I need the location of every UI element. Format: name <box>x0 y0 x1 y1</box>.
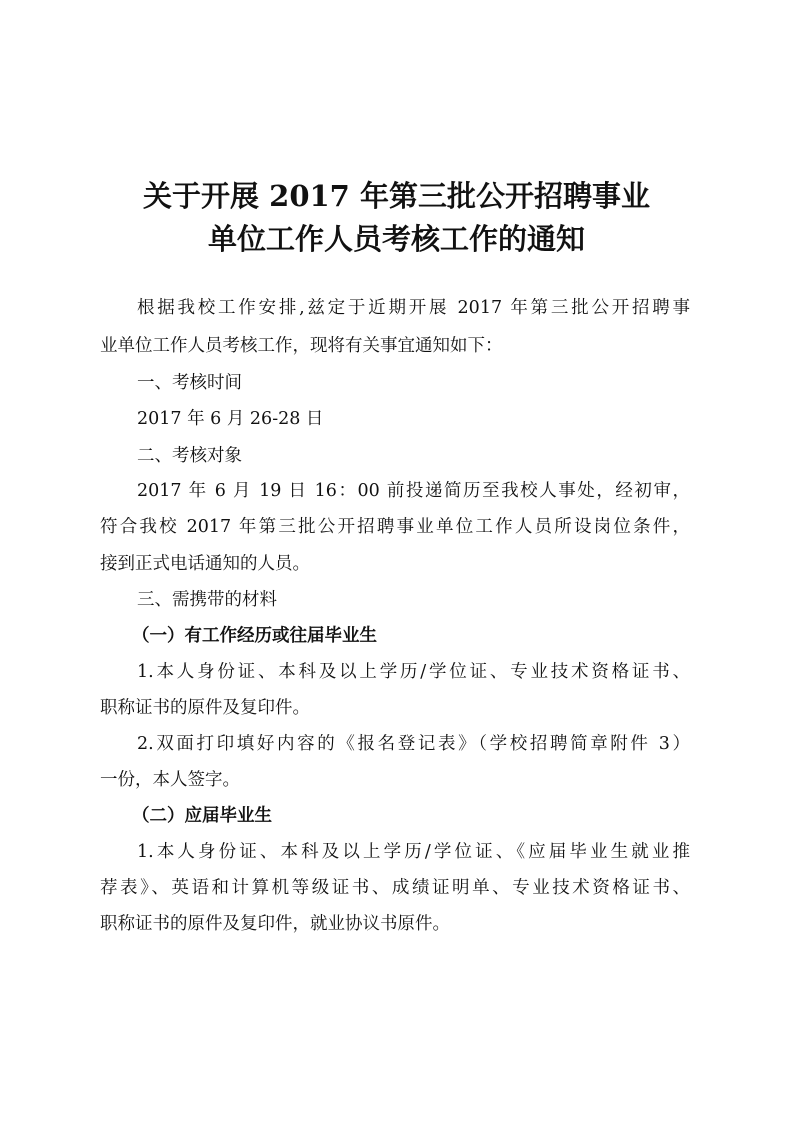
target-line-2: 符合我校 2017 年第三批公开招聘事业单位工作人员所设岗位条件， <box>100 517 690 537</box>
graduates-item-1-line-3: 职称证书的原件及复印件，就业协议书原件。 <box>100 914 450 934</box>
subheading-graduates: （二）应届毕业生 <box>132 806 272 826</box>
intro-line-1: 根据我校工作安排,兹定于近期开展 2017 年第三批公开招聘事 <box>137 298 690 318</box>
experienced-item-1-line-2: 职称证书的原件及复印件。 <box>100 698 310 718</box>
exam-time-value: 2017 年 6 月 26-28 日 <box>137 409 324 429</box>
intro-line-2: 业单位工作人员考核工作，现将有关事宜通知如下： <box>100 336 503 356</box>
notice-title-line-2: 单位工作人员考核工作的通知 <box>207 222 585 256</box>
experienced-item-2-line-1: 2.双面打印填好内容的《报名登记表》（学校招聘简章附件 3） <box>137 734 690 754</box>
target-line-3: 接到正式电话通知的人员。 <box>100 554 310 574</box>
experienced-item-1-line-1: 1.本人身份证、本科及以上学历/学位证、专业技术资格证书、 <box>137 662 690 682</box>
target-line-1: 2017 年 6 月 19 日 16：00 前投递简历至我校人事处，经初审， <box>137 481 690 501</box>
section-heading-target: 二、考核对象 <box>137 446 242 466</box>
experienced-item-2-line-2: 一份，本人签字。 <box>100 770 240 790</box>
section-heading-time: 一、考核时间 <box>137 373 242 393</box>
subheading-experienced: （一）有工作经历或往届毕业生 <box>132 626 377 646</box>
graduates-item-1-line-1: 1.本人身份证、本科及以上学历/学位证、《应届毕业生就业推 <box>137 842 690 862</box>
section-heading-materials: 三、需携带的材料 <box>137 590 277 610</box>
notice-title-line-1: 关于开展 2017 年第三批公开招聘事业 <box>143 179 650 213</box>
graduates-item-1-line-2: 荐表》、英语和计算机等级证书、成绩证明单、专业技术资格证书、 <box>100 878 690 898</box>
